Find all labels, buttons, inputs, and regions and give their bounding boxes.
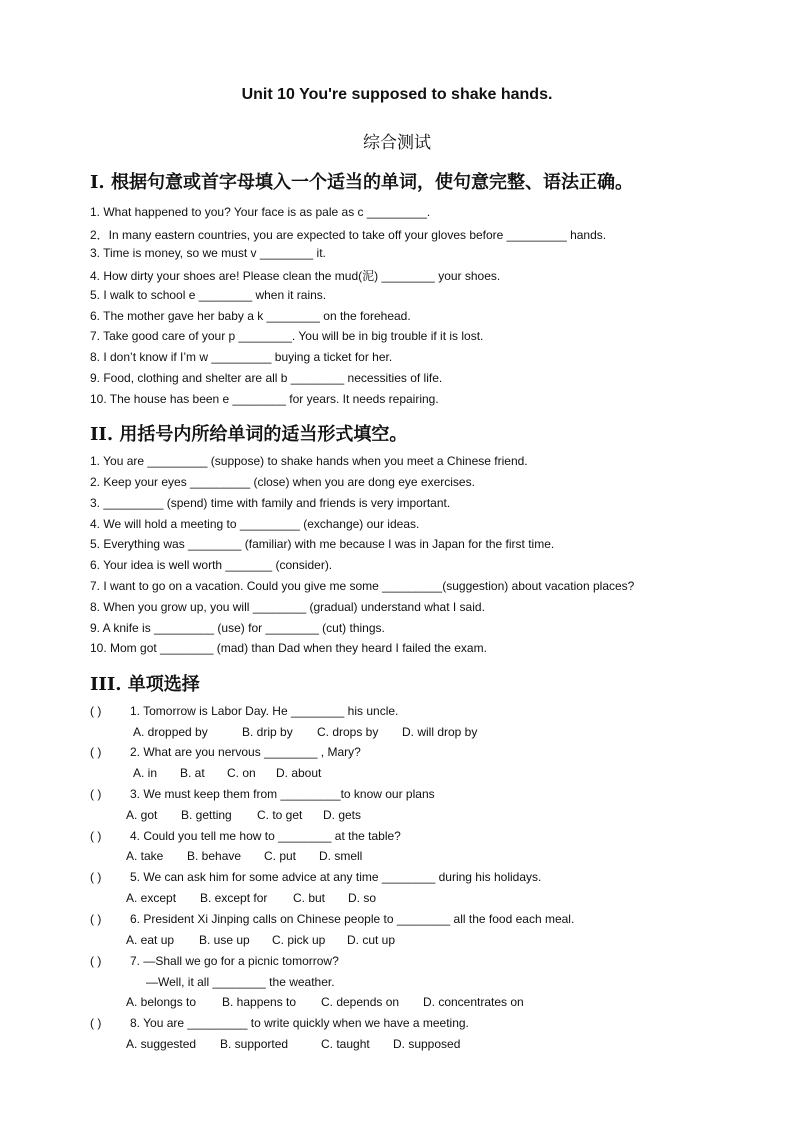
question-text: 6. President Xi Jinping calls on Chinese people to ________ all the food each meal. bbox=[130, 912, 575, 926]
option-d: D. about bbox=[276, 766, 322, 780]
option-d: D. smell bbox=[319, 849, 363, 863]
option-b: B. behave bbox=[187, 849, 242, 863]
s1-item: 10. The house has been e ________ for years. It needs repairing. bbox=[90, 392, 439, 406]
option-c: C. drops by bbox=[317, 725, 379, 739]
s2-item: 6. Your idea is well worth _______ (consider). bbox=[90, 558, 333, 572]
s1-item: 4. How dirty your shoes are! Please clean the mud(泥) ________ your shoes. bbox=[90, 269, 501, 283]
question-text: 3. We must keep them from _________to know our plans bbox=[130, 787, 435, 801]
option-a: A. got bbox=[126, 808, 158, 822]
option-a: A. eat up bbox=[126, 933, 175, 947]
s2-item: 1. You are _________ (suppose) to shake hands when you meet a Chinese friend. bbox=[90, 454, 528, 468]
question-text: 4. Could you tell me how to ________ at the table? bbox=[130, 829, 401, 843]
page-subtitle: 综合测试 bbox=[363, 133, 431, 153]
option-d: D. cut up bbox=[347, 933, 396, 947]
s2-item: 7. I want to go on a vacation. Could you give me some _________(suggestion) about vacation places? bbox=[90, 579, 635, 593]
question-text: 8. You are _________ to write quickly when we have a meeting. bbox=[130, 1016, 469, 1030]
option-b: B. drip by bbox=[242, 725, 293, 739]
option-c: C. put bbox=[264, 849, 297, 863]
answer-bracket[interactable]: ( ) bbox=[90, 704, 102, 718]
option-b: B. getting bbox=[181, 808, 232, 822]
answer-bracket[interactable]: ( ) bbox=[90, 745, 102, 759]
s2-item: 4. We will hold a meeting to _________ (exchange) our ideas. bbox=[90, 517, 420, 531]
section-1-heading: I. 根据句意或首字母填入一个适当的单词，使句意完整、语法正确。 bbox=[90, 172, 633, 193]
section-3-heading: III. 单项选择 bbox=[90, 674, 200, 695]
option-d: D. so bbox=[348, 891, 377, 905]
s1-item: 8. I don’t know if I’m w _________ buying a ticket for her. bbox=[90, 350, 393, 364]
option-b: B. at bbox=[180, 766, 205, 780]
option-b: B. supported bbox=[220, 1037, 289, 1051]
option-a: A. except bbox=[126, 891, 177, 905]
answer-bracket[interactable]: ( ) bbox=[90, 954, 102, 968]
s2-item: 3. _________ (spend) time with family and friends is very important. bbox=[90, 496, 451, 510]
option-c: C. but bbox=[293, 891, 326, 905]
option-a: A. take bbox=[126, 849, 164, 863]
option-d: D. gets bbox=[323, 808, 362, 822]
option-c: C. to get bbox=[257, 808, 303, 822]
s1-item: 6. The mother gave her baby a k ________ on the forehead. bbox=[90, 309, 411, 323]
option-c: C. on bbox=[227, 766, 256, 780]
question-text: 1. Tomorrow is Labor Day. He ________ his uncle. bbox=[130, 704, 399, 718]
answer-bracket[interactable]: ( ) bbox=[90, 829, 102, 843]
option-a: A. suggested bbox=[126, 1037, 197, 1051]
s2-item: 10. Mom got ________ (mad) than Dad when they heard I failed the exam. bbox=[90, 641, 487, 655]
option-b: B. happens to bbox=[222, 995, 297, 1009]
option-c: C. taught bbox=[321, 1037, 370, 1051]
answer-bracket[interactable]: ( ) bbox=[90, 1016, 102, 1030]
answer-bracket[interactable]: ( ) bbox=[90, 787, 102, 801]
s1-item: 1. What happened to you? Your face is as pale as c _________. bbox=[90, 205, 431, 219]
option-d: D. will drop by bbox=[402, 725, 478, 739]
question-text-reply: —Well, it all ________ the weather. bbox=[146, 975, 335, 989]
question-text: 7. —Shall we go for a picnic tomorrow? bbox=[130, 954, 339, 968]
s1-item: 5. I walk to school e ________ when it rains. bbox=[90, 288, 327, 302]
option-c: C. depends on bbox=[321, 995, 400, 1009]
s2-item: 5. Everything was ________ (familiar) with me because I was in Japan for the first time. bbox=[90, 537, 555, 551]
s2-item: 2. Keep your eyes _________ (close) when you are dong eye exercises. bbox=[90, 475, 475, 489]
answer-bracket[interactable]: ( ) bbox=[90, 912, 102, 926]
s1-item: 7. Take good care of your p ________. You will be in big trouble if it is lost. bbox=[90, 329, 484, 343]
option-a: A. in bbox=[133, 766, 158, 780]
section-2-heading: II. 用括号内所给单词的适当形式填空。 bbox=[90, 424, 408, 445]
option-a: A. dropped by bbox=[133, 725, 208, 739]
s1-item: 3. Time is money, so we must v ________ it. bbox=[90, 246, 326, 260]
option-d: D. supposed bbox=[393, 1037, 461, 1051]
s1-item: 9. Food, clothing and shelter are all b ________ necessities of life. bbox=[90, 371, 443, 385]
option-a: A. belongs to bbox=[126, 995, 197, 1009]
s2-item: 8. When you grow up, you will ________ (gradual) understand what I said. bbox=[90, 600, 485, 614]
option-c: C. pick up bbox=[272, 933, 326, 947]
page-title: Unit 10 You're supposed to shake hands. bbox=[241, 86, 553, 103]
s2-item: 9. A knife is _________ (use) for ________ (cut) things. bbox=[90, 621, 385, 635]
question-text: 5. We can ask him for some advice at any time ________ during his holidays. bbox=[130, 870, 542, 884]
s1-item: 2．In many eastern countries, you are expected to take off your gloves before _________ hands. bbox=[90, 228, 607, 242]
answer-bracket[interactable]: ( ) bbox=[90, 870, 102, 884]
option-b: B. except for bbox=[200, 891, 268, 905]
question-text: 2. What are you nervous ________ , Mary? bbox=[130, 745, 361, 759]
option-b: B. use up bbox=[199, 933, 250, 947]
option-d: D. concentrates on bbox=[423, 995, 524, 1009]
